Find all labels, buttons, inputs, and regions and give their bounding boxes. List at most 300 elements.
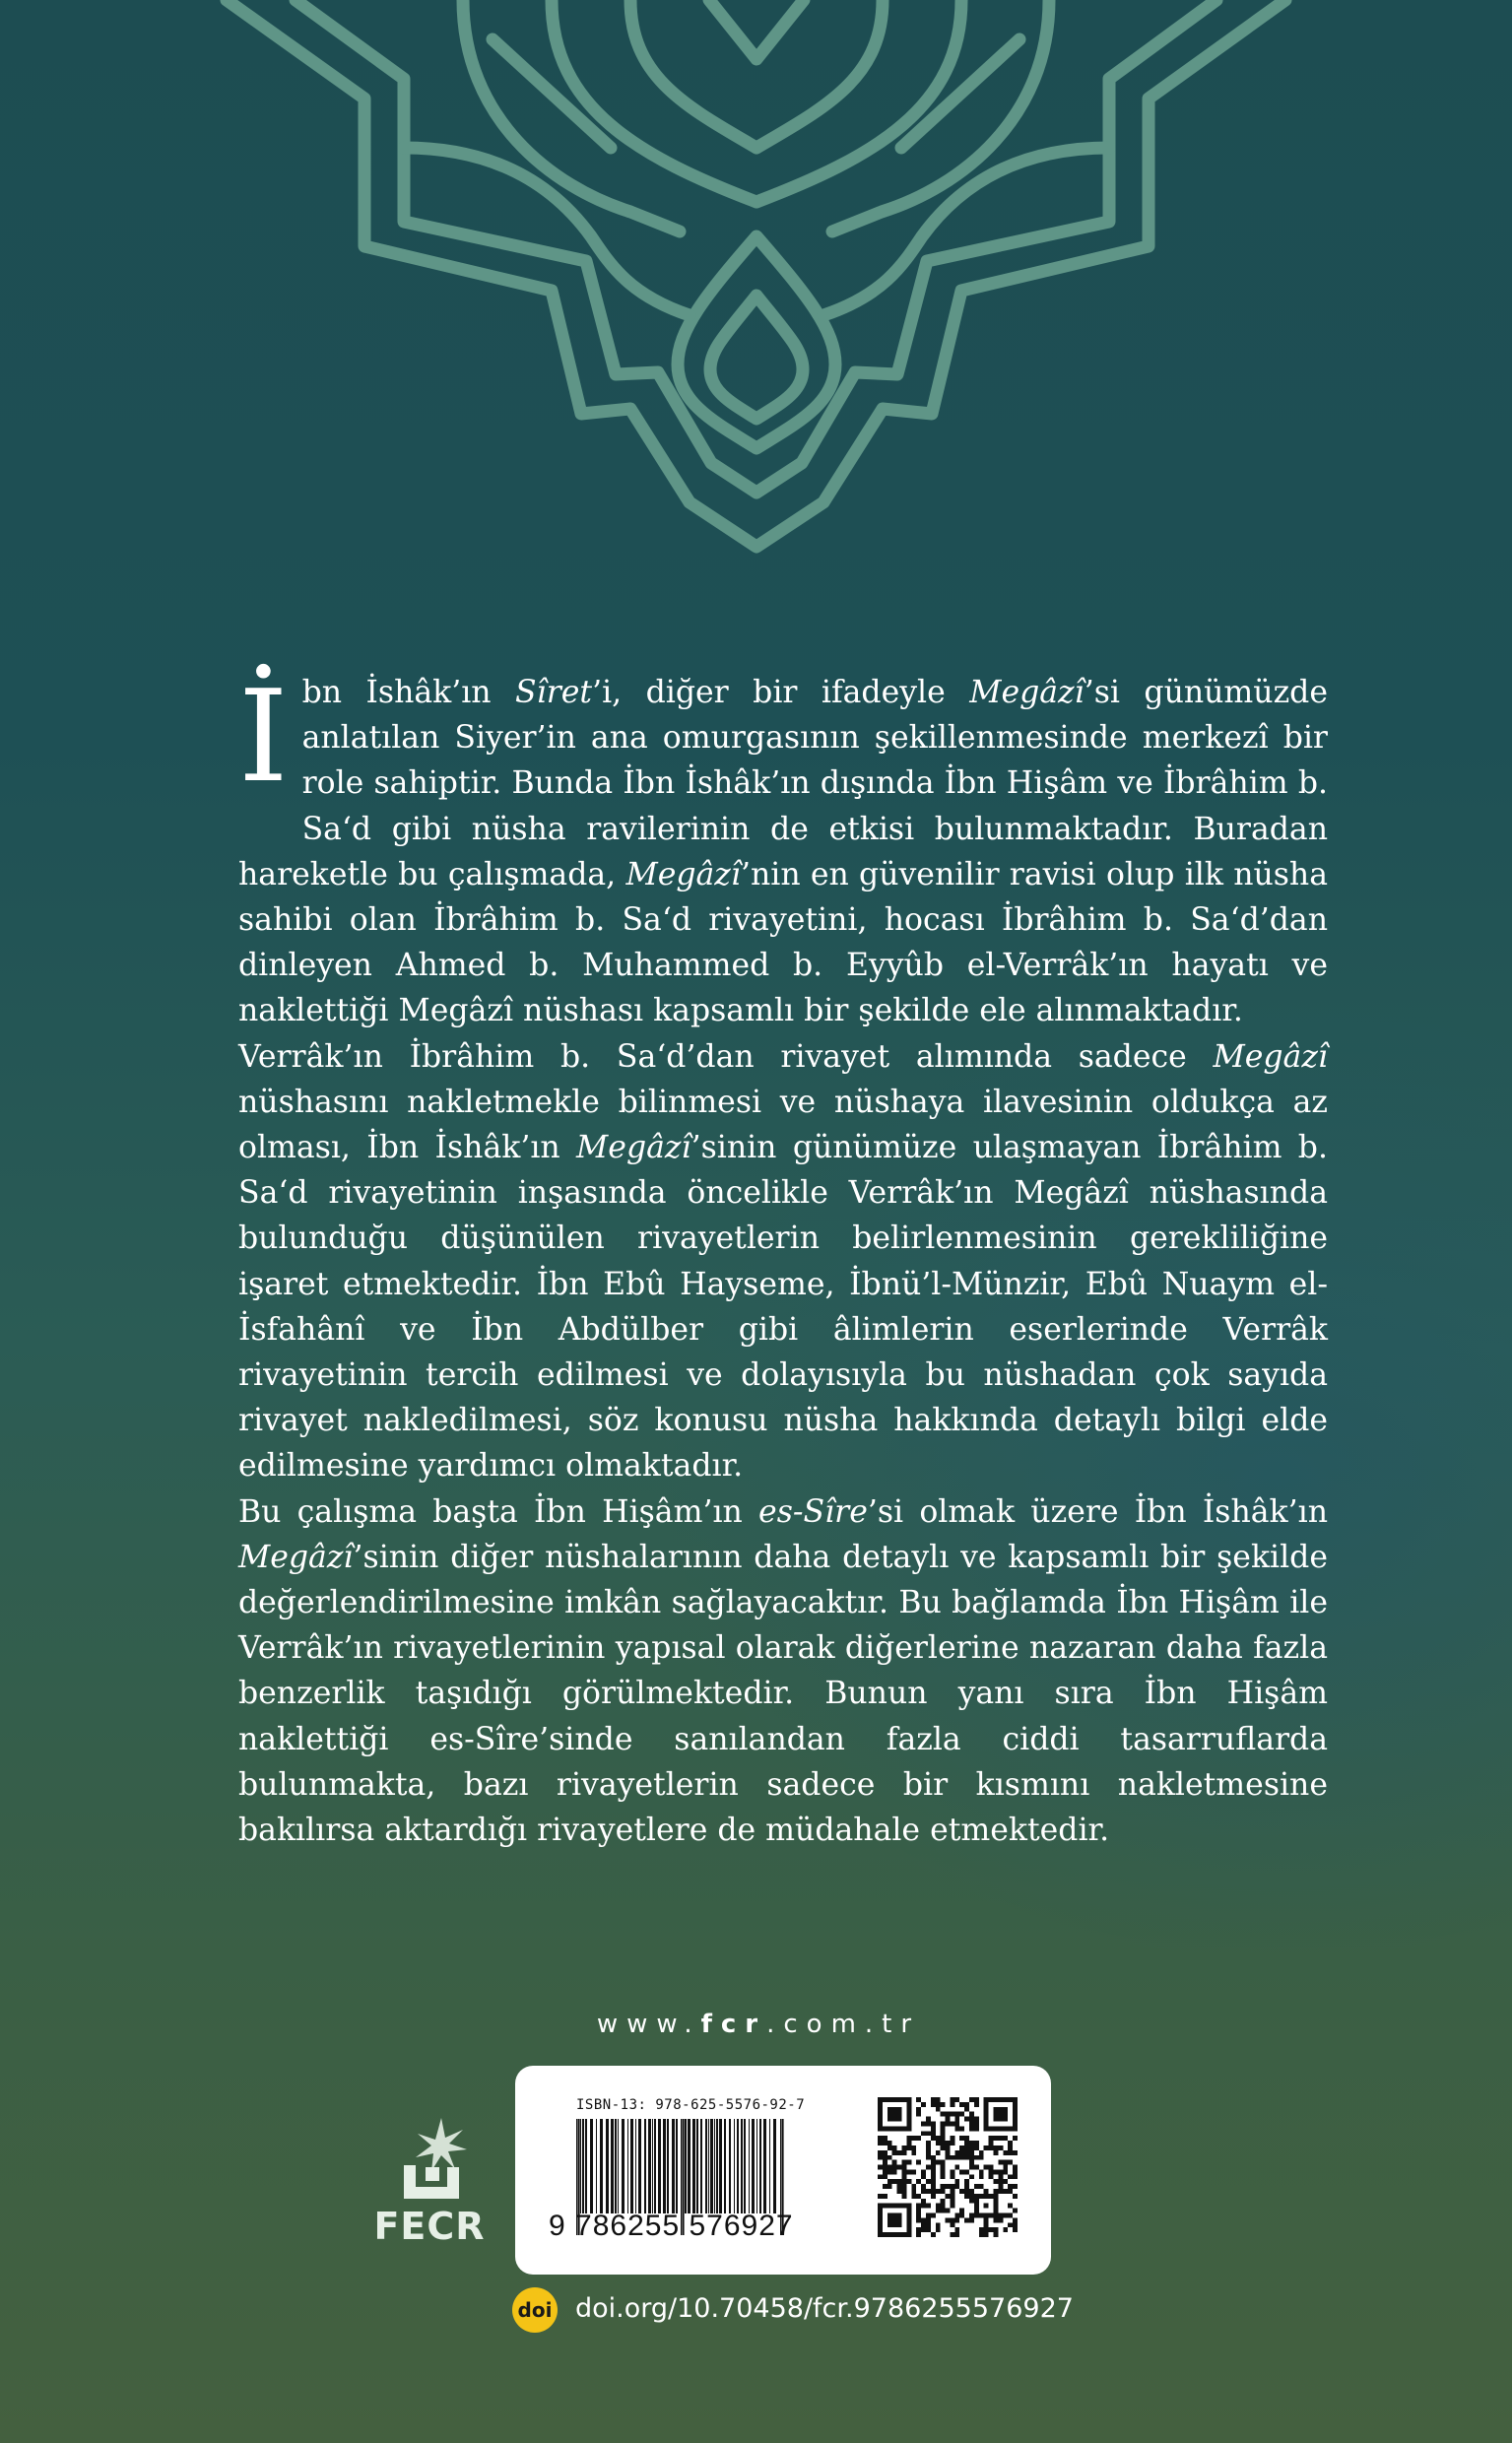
qr-module (1003, 2179, 1008, 2184)
qr-module (954, 2232, 959, 2237)
qr-module (878, 2155, 883, 2160)
qr-module (936, 2227, 941, 2232)
barcode-bar (676, 2119, 678, 2213)
qr-module (989, 2146, 994, 2150)
qr-module (892, 2146, 897, 2150)
qr-module (994, 2146, 999, 2150)
qr-module (906, 2146, 911, 2150)
barcode-bar (741, 2119, 743, 2213)
qr-module (941, 2199, 946, 2204)
qr-module (941, 2102, 946, 2107)
qr-module (936, 2160, 941, 2165)
qr-module (954, 2217, 959, 2222)
qr-module (954, 2227, 959, 2232)
qr-module (1013, 2165, 1018, 2170)
qr-module (950, 2199, 954, 2204)
qr-module (887, 2169, 892, 2174)
italic-title-run: Megâzî (576, 1130, 691, 1166)
qr-module (1013, 2222, 1018, 2227)
qr-module (994, 2217, 999, 2222)
qr-module (946, 2194, 951, 2199)
qr-module (897, 2184, 902, 2189)
qr-module (946, 2217, 951, 2222)
qr-module (989, 2141, 994, 2146)
qr-module (994, 2179, 999, 2184)
qr-module (994, 2189, 999, 2194)
qr-module (941, 2204, 946, 2209)
text-run: ’sinin diğer nüshalarının daha detaylı ve kapsamlı bir şekilde değerlendirilmesine imkân sağlayacaktır. Bu bağlamda İbn Hişâm ile Verrâk’ın rivayetlerinin yapısal olarak diğerlerine nazaran daha fazla benzerlik taşıdığı görülmektedir. Bunun yanı sıra İbn Hişâm naklettiği es-Sîre’sinde sanılandan fazla ciddi tasarruflarda bulunmakta, bazı rivayetlerin sadece bir kısmını nakletmesine bakılırsa aktardığı rivayetlere de müdahale etmektedir. (238, 1539, 1328, 1849)
text-run: ’i, diğer bir ifadeyle (592, 675, 970, 710)
qr-module (931, 2126, 936, 2131)
barcode-bar (627, 2119, 628, 2213)
qr-module (1013, 2227, 1018, 2232)
qr-module (1003, 2213, 1008, 2218)
qr-module (926, 2222, 931, 2227)
qr-module (969, 2112, 974, 2117)
qr-module (941, 2141, 946, 2146)
qr-module (994, 2227, 999, 2232)
qr-module (1013, 2217, 1018, 2222)
qr-module (998, 2189, 1003, 2194)
qr-module (921, 2217, 926, 2222)
qr-module (883, 2141, 887, 2146)
qr-module (964, 2194, 969, 2199)
qr-module (901, 2194, 906, 2199)
qr-module (916, 2107, 921, 2112)
qr-module (974, 2141, 979, 2146)
barcode-bar (663, 2119, 666, 2213)
qr-module (897, 2189, 902, 2194)
qr-module (926, 2204, 931, 2209)
barcode-bar (763, 2119, 766, 2213)
text-run: bn İshâk’ın (301, 675, 516, 710)
qr-module (954, 2150, 959, 2155)
qr-module (979, 2174, 984, 2179)
qr-module (954, 2097, 959, 2102)
qr-module (959, 2189, 964, 2194)
qr-module (921, 2204, 926, 2209)
website-prefix: www. (596, 2010, 701, 2039)
qr-module (906, 2141, 911, 2146)
qr-module (1008, 2222, 1013, 2227)
qr-module (911, 2194, 916, 2199)
qr-module (906, 2136, 911, 2141)
barcode-bar (724, 2119, 726, 2213)
qr-module (950, 2112, 954, 2117)
qr-module (989, 2136, 994, 2141)
isbn-barcode-panel (515, 2066, 1051, 2275)
qr-module (950, 2194, 954, 2199)
website-suffix: .com.tr (766, 2010, 921, 2039)
qr-module (911, 2150, 916, 2155)
qr-module (911, 2189, 916, 2194)
qr-module (936, 2097, 941, 2102)
barcode-bar (615, 2119, 617, 2213)
qr-module (926, 2131, 931, 2136)
qr-module (989, 2174, 994, 2179)
qr-module (974, 2117, 979, 2122)
barcode-bar (582, 2119, 584, 2213)
qr-module (969, 2155, 974, 2160)
barcode-bar (652, 2119, 653, 2213)
barcode-bar (692, 2119, 695, 2213)
qr-module (883, 2136, 887, 2141)
qr-module (969, 2199, 974, 2204)
qr-module (969, 2160, 974, 2165)
qr-module (901, 2146, 906, 2150)
qr-module (921, 2169, 926, 2174)
qr-module (936, 2150, 941, 2155)
qr-module (931, 2232, 936, 2237)
barcode-bar (744, 2119, 746, 2213)
qr-module (989, 2165, 994, 2170)
qr-module (984, 2165, 989, 2170)
qr-module (969, 2121, 974, 2126)
barcode-bar (769, 2119, 770, 2213)
qr-module (916, 2097, 921, 2102)
barcode-bar (648, 2119, 651, 2213)
qr-module (974, 2165, 979, 2170)
qr-module (916, 2160, 921, 2165)
qr-module (1013, 2169, 1018, 2174)
qr-module (959, 2102, 964, 2107)
qr-module (1013, 2184, 1018, 2189)
qr-module (974, 2146, 979, 2150)
qr-module (1013, 2209, 1018, 2213)
qr-module (964, 2217, 969, 2222)
qr-module (936, 2141, 941, 2146)
qr-module (936, 2222, 941, 2227)
qr-module (950, 2097, 954, 2102)
text-run: Bu çalışma başta İbn Hişâm’ın (238, 1493, 759, 1530)
website-brand: fcr (700, 2010, 767, 2039)
qr-module (979, 2184, 984, 2189)
qr-module (946, 2141, 951, 2146)
qr-module (1008, 2213, 1013, 2218)
qr-module (897, 2150, 902, 2155)
qr-module (883, 2194, 887, 2199)
qr-module (931, 2102, 936, 2107)
qr-module (897, 2165, 902, 2170)
qr-module (1013, 2136, 1018, 2141)
qr-module (964, 2189, 969, 2194)
qr-module (887, 2165, 892, 2170)
qr-module (883, 2155, 887, 2160)
qr-module (964, 2141, 969, 2146)
barcode-bar (759, 2119, 761, 2213)
qr-module (892, 2179, 897, 2184)
qr-module (998, 2136, 1003, 2141)
barcode-bar (585, 2119, 587, 2213)
qr-module (1008, 2174, 1013, 2179)
barcode-bar (638, 2119, 641, 2213)
qr-module (883, 2165, 887, 2170)
qr-module (964, 2136, 969, 2141)
qr-module (964, 2146, 969, 2150)
qr-module (998, 2174, 1003, 2179)
qr-module (931, 2194, 936, 2199)
doi-link[interactable]: doi.org/10.70458/fcr.9786255576927 (575, 2293, 1074, 2324)
barcode-bar (688, 2119, 690, 2213)
qr-module (950, 2169, 954, 2174)
qr-module (941, 2184, 946, 2189)
qr-module (959, 2136, 964, 2141)
qr-module (1008, 2189, 1013, 2194)
qr-module (931, 2165, 936, 2170)
qr-module (887, 2155, 892, 2160)
qr-module (954, 2112, 959, 2117)
qr-module (954, 2213, 959, 2218)
qr-module (969, 2217, 974, 2222)
qr-module (954, 2117, 959, 2122)
geometric-ornament (0, 0, 1512, 591)
qr-module (946, 2146, 951, 2150)
barcode-bar (635, 2119, 636, 2213)
drop-cap: İ (238, 664, 289, 811)
qr-module (883, 2150, 887, 2155)
barcode-bar (630, 2119, 633, 2213)
qr-module (964, 2184, 969, 2189)
qr-module (921, 2174, 926, 2179)
qr-code-icon (878, 2097, 1018, 2237)
qr-module (931, 2184, 936, 2189)
qr-module (921, 2184, 926, 2189)
barcode-bar (737, 2119, 739, 2213)
qr-module (897, 2179, 902, 2184)
qr-module (926, 2117, 931, 2122)
qr-module (950, 2141, 954, 2146)
qr-module (969, 2097, 974, 2102)
qr-module (964, 2155, 969, 2160)
qr-module (911, 2184, 916, 2189)
qr-module (931, 2213, 936, 2218)
qr-module (936, 2204, 941, 2209)
qr-module (994, 2232, 999, 2237)
qr-module (984, 2189, 989, 2194)
qr-module (998, 2146, 1003, 2150)
qr-module (926, 2189, 931, 2194)
qr-module (950, 2217, 954, 2222)
qr-module (887, 2146, 892, 2150)
qr-module (954, 2126, 959, 2131)
qr-module (901, 2160, 906, 2165)
qr-module (887, 2141, 892, 2146)
barcode-bar (685, 2119, 687, 2213)
qr-module (984, 2222, 989, 2227)
qr-module (998, 2184, 1003, 2189)
barcode-bar (756, 2119, 757, 2213)
qr-module (964, 2117, 969, 2122)
qr-module (931, 2189, 936, 2194)
qr-module (941, 2126, 946, 2131)
qr-module (936, 2102, 941, 2107)
barcode-bar (705, 2119, 707, 2213)
italic-title-run: Sîret (515, 675, 593, 710)
qr-module (941, 2121, 946, 2126)
qr-module (946, 2209, 951, 2213)
qr-module (931, 2097, 936, 2102)
qr-module (906, 2160, 911, 2165)
barcode-bar (710, 2119, 713, 2213)
qr-module (892, 2150, 897, 2155)
qr-module (901, 2179, 906, 2184)
qr-module (1013, 2194, 1018, 2199)
text-run: ’nin en güvenilir ravisi olup ilk nüsha sahibi olan İbrâhim b. Sa‘d rivayetini, hocası İbrâhim b. Sa‘d’dan dinleyen Ahmed b. Muhammed b. Eyyûb el-Verrâk’ın hayatı ve naklettiği Megâzî nüshası kapsamlı bir şekilde ele alınmaktadır. (238, 856, 1328, 1029)
qr-module (906, 2179, 911, 2184)
publisher-website[interactable] (512, 2010, 1005, 2039)
qr-module (969, 2141, 974, 2146)
qr-module (878, 2136, 883, 2141)
qr-module (950, 2102, 954, 2107)
qr-module (979, 2155, 984, 2160)
barcode-bar (590, 2119, 593, 2213)
qr-module (998, 2217, 1003, 2222)
qr-module (921, 2199, 926, 2204)
qr-module (974, 2097, 979, 2102)
qr-module (941, 2160, 946, 2165)
qr-module (1003, 2227, 1008, 2232)
qr-module (878, 2194, 883, 2199)
italic-title-run: Megâzî (238, 1539, 354, 1575)
qr-module (931, 2179, 936, 2184)
qr-module (941, 2169, 946, 2174)
barcode-bar (749, 2119, 750, 2213)
qr-module (926, 2155, 931, 2160)
barcode-bar (696, 2119, 698, 2213)
qr-module (994, 2169, 999, 2174)
qr-module (998, 2213, 1003, 2218)
qr-module (959, 2209, 964, 2213)
qr-module (969, 2146, 974, 2150)
qr-module (916, 2112, 921, 2117)
qr-module (901, 2150, 906, 2155)
qr-module (964, 2107, 969, 2112)
qr-module (911, 2169, 916, 2174)
qr-module (964, 2102, 969, 2107)
qr-module (883, 2184, 887, 2189)
qr-module (906, 2169, 911, 2174)
qr-module (901, 2184, 906, 2189)
qr-module (984, 2217, 989, 2222)
barcode-bar (658, 2119, 661, 2213)
qr-module (979, 2227, 984, 2232)
qr-module (979, 2169, 984, 2174)
barcode-bar (716, 2119, 718, 2213)
qr-module (926, 2179, 931, 2184)
barcode-bar (654, 2119, 656, 2213)
qr-module (954, 2121, 959, 2126)
qr-module (941, 2146, 946, 2150)
qr-module (989, 2169, 994, 2174)
qr-module (950, 2136, 954, 2141)
blurb-paragraph-2 (238, 1034, 1328, 1489)
qr-module (964, 2150, 969, 2155)
italic-title-run: es-Sîre (758, 1493, 868, 1530)
qr-module (969, 2213, 974, 2218)
qr-module (926, 2150, 931, 2155)
qr-module (969, 2189, 974, 2194)
qr-module (916, 2204, 921, 2209)
qr-module (984, 2204, 989, 2209)
qr-module (931, 2169, 936, 2174)
qr-module (878, 2150, 883, 2155)
barcode-bar (580, 2119, 581, 2213)
qr-module (887, 2107, 902, 2122)
barcode-bar (719, 2119, 722, 2213)
qr-module (1008, 2160, 1013, 2165)
qr-module (878, 2174, 883, 2179)
qr-module (959, 2126, 964, 2131)
qr-module (946, 2121, 951, 2126)
qr-module (994, 2136, 999, 2141)
qr-module (974, 2126, 979, 2131)
qr-module (916, 2232, 921, 2237)
qr-module (946, 2155, 951, 2160)
barcode-bar (622, 2119, 625, 2213)
qr-module (931, 2160, 936, 2165)
blurb-paragraph-1 (238, 664, 1328, 1034)
qr-module (911, 2136, 916, 2141)
qr-module (1013, 2174, 1018, 2179)
qr-module (911, 2146, 916, 2150)
blurb-paragraph-3 (238, 1489, 1328, 1854)
qr-module (994, 2107, 1009, 2122)
qr-module (950, 2155, 954, 2160)
qr-module (931, 2136, 936, 2141)
qr-module (950, 2174, 954, 2179)
qr-module (941, 2112, 946, 2117)
text-run: ’si olmak üzere İbn İshâk’ın (867, 1493, 1328, 1530)
italic-title-run: Megâzî (625, 856, 741, 892)
qr-module (883, 2169, 887, 2174)
barcode-bar (773, 2119, 776, 2213)
qr-module (1003, 2165, 1008, 2170)
qr-module (887, 2213, 902, 2228)
barcode-bar (672, 2119, 675, 2213)
qr-module (926, 2227, 931, 2232)
qr-module (1003, 2169, 1008, 2174)
qr-module (892, 2169, 897, 2174)
qr-module (921, 2227, 926, 2232)
qr-module (950, 2184, 954, 2189)
publisher-name: FECR (373, 2205, 486, 2248)
text-run: ’si günümüzde anlatılan Siyer’in ana omurgasının şekillenmesinde merkezî bir role sahiptir. Bunda İbn İshâk’ın dışında İbn Hişâm ve İbrâhim b. Sa‘d gibi nüsha ravilerinin de etkisi bulunmaktadır. Buradan hareketle bu çalışmada, (238, 675, 1328, 892)
qr-module (1003, 2150, 1008, 2155)
back-cover-blurb (238, 664, 1328, 1853)
qr-module (901, 2174, 906, 2179)
text-run: ’sinin günümüze ulaşmayan İbrâhim b. Sa‘d rivayetinin inşasında öncelikle Verrâk’ın Megâzî nüshasında bulunduğu düşünülen rivayetlerin belirlenmesinin gerekliliğine işaret etmektedir. İbn Ebû Hayseme, İbnü’l-Münzir, Ebû Nuaym el-İsfahânî ve İbn Abdülber gibi âlimlerin eserlerinde Verrâk rivayetinin tercih edilmesi ve dolayısıyla bu nüshadan çok sayıda rivayet nakledilmesi, söz konusu nüsha hakkında detaylı bilgi elde edilmesine yardımcı olmaktadır. (238, 1130, 1328, 1485)
qr-module (901, 2189, 906, 2194)
qr-module (950, 2204, 954, 2209)
qr-module (998, 2169, 1003, 2174)
qr-module (1013, 2150, 1018, 2155)
qr-module (901, 2165, 906, 2170)
qr-module (959, 2169, 964, 2174)
qr-module (1008, 2204, 1013, 2209)
qr-module (916, 2209, 921, 2213)
qr-module (984, 2146, 989, 2150)
qr-module (921, 2121, 926, 2126)
qr-module (887, 2184, 892, 2189)
qr-module (916, 2179, 921, 2184)
qr-module (926, 2217, 931, 2222)
qr-module (950, 2232, 954, 2237)
qr-module (921, 2189, 926, 2194)
qr-module (1003, 2136, 1008, 2141)
qr-module (941, 2189, 946, 2194)
qr-module (936, 2107, 941, 2112)
barcode-bar (611, 2119, 614, 2213)
